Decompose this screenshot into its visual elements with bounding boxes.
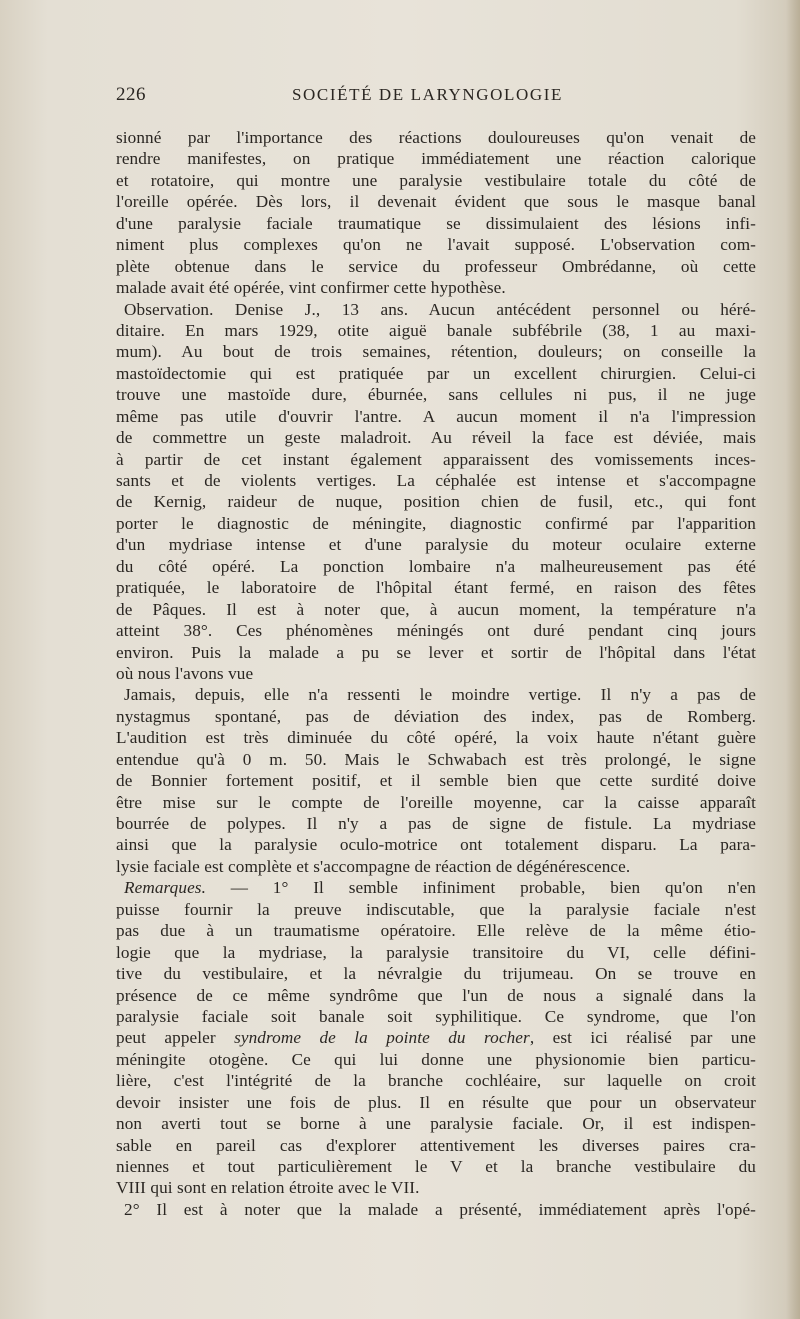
syndrome-pre: peut appeler — [116, 1028, 235, 1048]
text-line: niennes et tout particulièrement le V et la branche vestibulaire du — [116, 1157, 756, 1176]
remarques-label: Remarques. — [124, 878, 206, 898]
text-line: 2° Il est à noter que la malade a présenté, immédiatement après l'opé- — [124, 1199, 756, 1219]
text-line: de Kernig, raideur de nuque, position chien de fusil, etc., qui font — [116, 492, 756, 512]
text-line: malade avait été opérée, vint confirmer cette hypothèse. — [116, 278, 506, 298]
text-line: de Pâques. Il est à noter que, à aucun moment, la température n'a — [116, 599, 756, 619]
syndrome-line — [116, 1027, 756, 1048]
text-line: pas due à un traumatisme opératoire. Elle relève de la même étio- — [116, 921, 756, 941]
text-line: Observation. Denise J., 13 ans. Aucun antécédent personnel ou héré- — [124, 299, 756, 319]
text-line: méningite otogène. Ce qui lui donne une physionomie bien particu- — [116, 1049, 756, 1069]
text-line: Jamais, depuis, elle n'a ressenti le moindre vertige. Il n'y a pas de — [124, 685, 756, 705]
syndrome-name: syndrome de la pointe du rocher — [234, 1028, 530, 1048]
text-line: trouve une mastoïde dure, éburnée, sans cellules ni pus, il ne juge — [116, 385, 756, 405]
text-line: de commettre un geste maladroit. Au réveil la face est déviée, mais — [116, 428, 756, 448]
text-line: du côté opéré. La ponction lombaire n'a malheureusement pas été — [116, 556, 756, 576]
text-line: ditaire. En mars 1929, otite aiguë banale subfébrile (38, 1 au maxi- — [116, 320, 756, 340]
remarques-line — [116, 877, 756, 898]
text-line: devoir insister une fois de plus. Il en résulte que pour un observateur — [116, 1092, 756, 1112]
page-number: 226 — [116, 84, 146, 105]
text-line: être mise sur le compte de l'oreille moyenne, car la caisse apparaît — [116, 792, 756, 812]
text-line: mastoïdectomie qui est pratiquée par un excellent chirurgien. Celui-ci — [116, 363, 756, 383]
text-line: atteint 38°. Ces phénomènes méningés ont duré pendant cinq jours — [116, 621, 756, 641]
text-line: où nous l'avons vue — [116, 663, 254, 683]
text-line: entendue qu'à 0 m. 50. Mais le Schwabach est très prolongé, le signe — [116, 749, 756, 769]
text-line: présence de ce même syndrôme que l'un de nous a signalé dans la — [116, 985, 756, 1005]
text-line: VIII qui sont en relation étroite avec le VII. — [116, 1178, 420, 1198]
text-line: sionné par l'importance des réactions douloureuses qu'on venait de — [116, 128, 756, 147]
text-line: plète obtenue dans le service du professeur Ombrédanne, où cette — [116, 256, 756, 276]
text-line: tive du vestibulaire, et la névralgie du trijumeau. On se trouve en — [116, 964, 756, 984]
text-line: puisse fournir la preuve indiscutable, que la paralysie faciale n'est — [116, 899, 756, 919]
text-line: rendre manifestes, on pratique immédiatement une réaction calorique — [116, 149, 756, 169]
text-line: environ. Puis la malade a pu se lever et sortir de l'hôpital dans l'état — [116, 642, 756, 662]
text-line: sable en pareil cas d'explorer attentivement les diverses paires cra- — [116, 1135, 756, 1155]
text-line: d'une paralysie faciale traumatique se dissimulaient des lésions infi- — [116, 213, 756, 233]
text-line: et rotatoire, qui montre une paralysie vestibulaire totale du côté de — [116, 170, 756, 190]
text-line: non averti tout se borne à une paralysie faciale. Or, il est indispen- — [116, 1114, 756, 1134]
text-line: de Bonnier fortement positif, et il semble bien que cette surdité doive — [116, 771, 756, 791]
text-line: logie que la mydriase, la paralysie transitoire du VI, celle défini- — [116, 942, 756, 962]
remarques-text: — 1° Il semble infiniment probable, bien qu'on n'en — [206, 878, 756, 898]
text-line: pratiquée, le laboratoire de l'hôpital étant fermé, en raison des fêtes — [116, 578, 756, 598]
text-line: l'oreille opérée. Dès lors, il devenait évident que sous le masque banal — [116, 192, 756, 212]
text-line: bourrée de polypes. Il n'y a pas de signe de fistule. La mydriase — [116, 814, 756, 833]
text-line: à partir de cet instant également apparaissent des vomissements inces- — [116, 449, 756, 469]
page-header — [116, 84, 752, 108]
text-line: d'un mydriase intense et d'une paralysie du moteur oculaire externe — [116, 535, 756, 555]
body-text — [116, 127, 756, 1220]
text-line: nystagmus spontané, pas de déviation des index, pas de Romberg. — [116, 706, 756, 726]
text-line: mum). Au bout de trois semaines, rétention, douleurs; on conseille la — [116, 342, 756, 362]
text-line: porter le diagnostic de méningite, diagnostic confirmé par l'apparition — [116, 513, 756, 533]
text-line: paralysie faciale soit banale soit syphilitique. Ce syndrome, que l'on — [116, 1006, 756, 1026]
text-line: lysie faciale est complète et s'accompagne de réaction de dégénérescence. — [116, 856, 631, 876]
text-line: niment plus complexes qu'on ne l'avait supposé. L'observation com- — [116, 235, 756, 255]
page-edge-shadow — [786, 0, 800, 1319]
text-line: L'audition est très diminuée du côté opéré, la voix haute n'étant guère — [116, 728, 756, 748]
text-line: même pas utile d'ouvrir l'antre. A aucun moment il n'a l'impression — [116, 406, 756, 426]
text-line: sants et de violents vertiges. La céphalée est intense et s'accompagne — [116, 471, 756, 490]
text-line: ainsi que la paralysie oculo-motrice ont totalement disparu. La para- — [116, 835, 756, 855]
text-line: lière, c'est l'intégrité de la branche cochléaire, sur laquelle on croit — [116, 1071, 756, 1091]
syndrome-post: , est ici réalisé par une — [529, 1028, 757, 1048]
running-title: SOCIÉTÉ DE LARYNGOLOGIE — [292, 85, 563, 104]
